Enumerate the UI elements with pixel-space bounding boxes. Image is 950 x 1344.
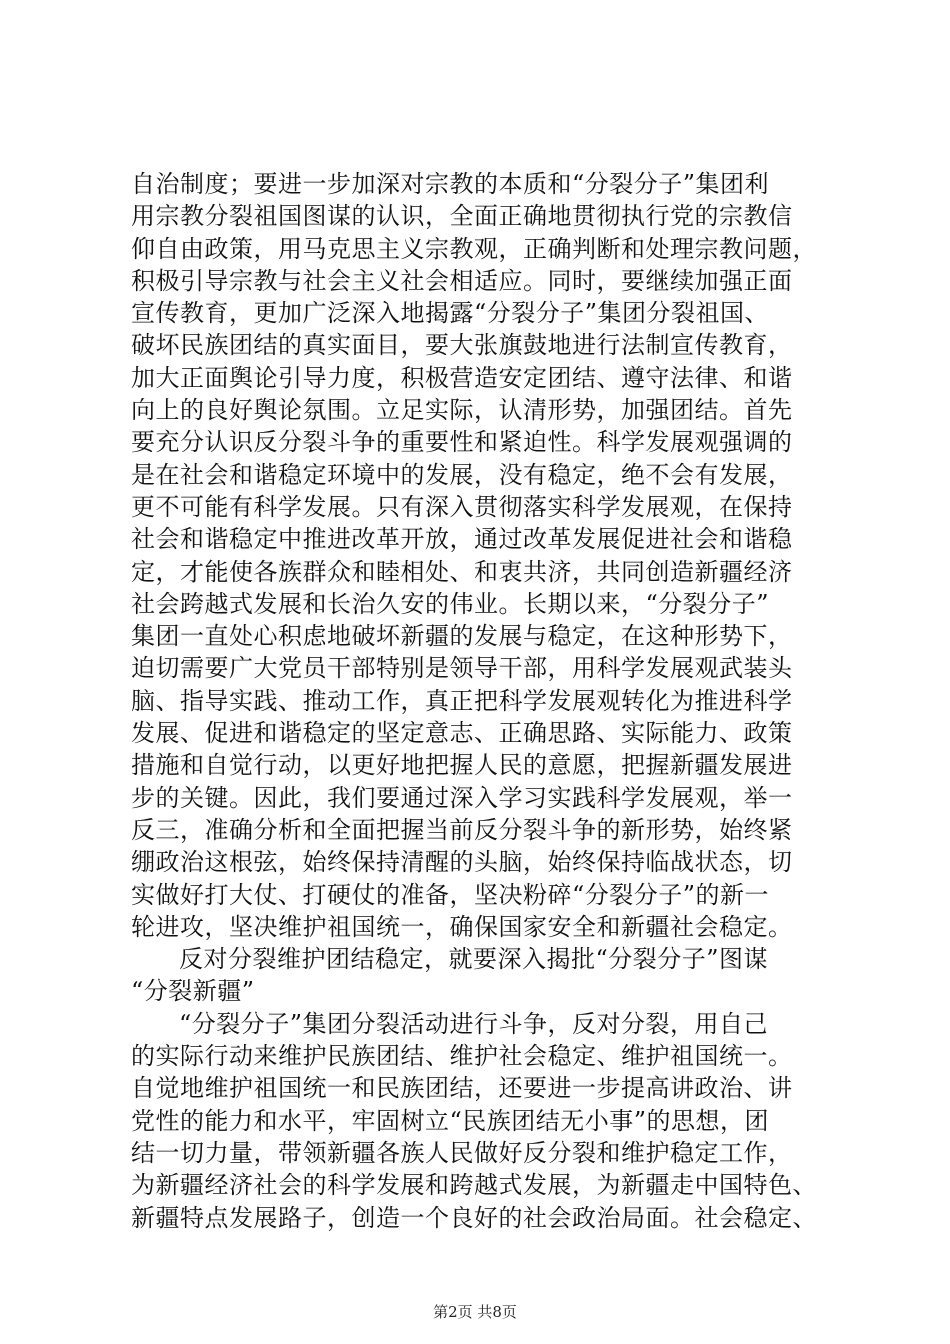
text-line: 用宗教分裂祖国图谋的认识，全面正确地贯彻执行党的宗教信 <box>131 202 793 231</box>
text-line: 积极引导宗教与社会主义社会相适应。同时，要继续加强正面 <box>131 266 793 295</box>
text-line: 社会和谐稳定中推进改革开放，通过改革发展促进社会和谐稳 <box>131 525 793 554</box>
text-line: 社会跨越式发展和长治久安的伟业。长期以来，“分裂分子” <box>131 589 770 618</box>
text-line: 实做好打大仗、打硬仗的准备，坚决粉碎“分裂分子”的新一 <box>131 880 770 909</box>
text-line: 党性的能力和水平，牢固树立“民族团结无小事”的思想，团 <box>131 1106 770 1135</box>
text-line: 的实际行动来维护民族团结、维护社会稳定、维护祖国统一。 <box>131 1042 793 1071</box>
text-line: 要充分认识反分裂斗争的重要性和紧迫性。科学发展观强调的 <box>131 428 793 457</box>
text-line: 自治制度；要进一步加深对宗教的本质和“分裂分子”集团利 <box>131 170 770 198</box>
text-line: 向上的良好舆论氛围。立足实际，认清形势，加强团结。首先 <box>131 396 793 425</box>
text-line: 迫切需要广大党员干部特别是领导干部，用科学发展观武装头 <box>131 654 793 683</box>
text-line: 破坏民族团结的真实面目，要大张旗鼓地进行法制宣传教育， <box>131 331 793 360</box>
paragraph-heading-line: 反对分裂维护团结稳定，就要深入揭批“分裂分子”图谋 <box>179 945 769 974</box>
text-line: 自觉地维护祖国统一和民族团结，还要进一步提高讲政治、讲 <box>131 1074 793 1103</box>
text-line: 轮进攻，坚决维护祖国统一，确保国家安全和新疆社会稳定。 <box>131 912 793 941</box>
text-line: “分裂分子”集团分裂活动进行斗争，反对分裂，用自己 <box>179 1009 769 1038</box>
document-body <box>131 168 853 1234</box>
text-line: 步的关键。因此，我们要通过深入学习实践科学发展观，举一 <box>131 783 793 812</box>
page-number-footer: 第2页 共8页 <box>433 1303 517 1321</box>
text-line: 发展、促进和谐稳定的坚定意志、正确思路、实际能力、政策 <box>131 719 793 748</box>
text-line: 加大正面舆论引导力度，积极营造安定团结、遵守法律、和谐 <box>131 363 793 392</box>
paragraph-heading-line: “分裂新疆” <box>131 977 255 1006</box>
text-line: 新疆特点发展路子，创造一个良好的社会政治局面。社会稳定、 <box>131 1203 817 1232</box>
text-line: 宣传教育，更加广泛深入地揭露“分裂分子”集团分裂祖国、 <box>131 299 770 328</box>
text-line: 措施和自觉行动，以更好地把握人民的意愿，把握新疆发展进 <box>131 751 793 780</box>
text-line: 集团一直处心积虑地破坏新疆的发展与稳定，在这种形势下， <box>131 622 793 651</box>
text-line: 脑、指导实践、推动工作，真正把科学发展观转化为推进科学 <box>131 686 793 715</box>
text-line: 结一切力量，带领新疆各族人民做好反分裂和维护稳定工作， <box>131 1138 793 1167</box>
text-line: 更不可能有科学发展。只有深入贯彻落实科学发展观，在保持 <box>131 492 793 521</box>
text-line: 是在社会和谐稳定环境中的发展，没有稳定，绝不会有发展， <box>131 460 793 489</box>
text-line: 为新疆经济社会的科学发展和跨越式发展，为新疆走中国特色、 <box>131 1171 817 1200</box>
text-line: 仰自由政策，用马克思主义宗教观，正确判断和处理宗教问题， <box>131 234 817 263</box>
text-line: 定，才能使各族群众和睦相处、和衷共济，共同创造新疆经济 <box>131 557 793 586</box>
text-line: 反三，准确分析和全面把握当前反分裂斗争的新形势，始终紧 <box>131 815 793 844</box>
text-line: 绷政治这根弦，始终保持清醒的头脑，始终保持临战状态，切 <box>131 848 793 877</box>
